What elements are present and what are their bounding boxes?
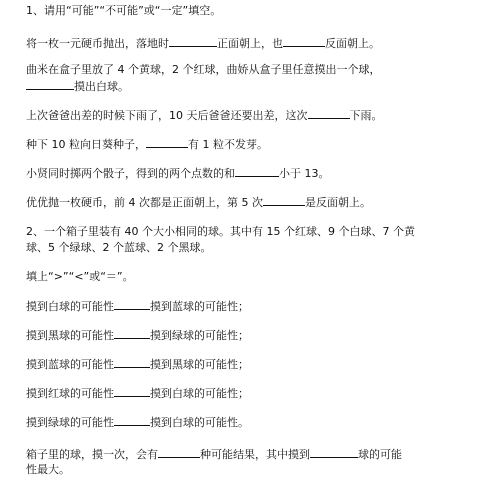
section-1-heading: 1、请用“可能”“不可能”或“一定”填空。	[26, 4, 222, 17]
answer-blank[interactable]	[310, 446, 358, 458]
answer-blank[interactable]	[169, 35, 217, 47]
comparison-left: 摸到红球的可能性	[26, 387, 114, 400]
comparison-row	[26, 298, 249, 314]
question-text: 种可能结果，其中摸到	[200, 448, 310, 461]
question-text: 箱子里的球，摸一次，会有	[26, 448, 158, 461]
comparison-blank[interactable]	[114, 385, 150, 397]
question-dice	[26, 165, 330, 181]
section-2-intro-line2: 球、5 个绿球、2 个蓝球、2 个黑球。	[26, 241, 212, 254]
answer-blank[interactable]	[26, 78, 74, 90]
comparison-left: 摸到白球的可能性	[26, 300, 114, 313]
comparison-right: 摸到白球的可能性。	[150, 416, 249, 429]
answer-blank[interactable]	[308, 107, 350, 119]
answer-blank[interactable]	[263, 194, 305, 206]
comparison-row	[26, 327, 249, 343]
question-text: 球的可能	[358, 448, 402, 461]
comparison-row	[26, 356, 249, 372]
answer-blank[interactable]	[146, 136, 188, 148]
comparison-right: 摸到绿球的可能性；	[150, 329, 249, 342]
comparison-right: 摸到白球的可能性；	[150, 387, 249, 400]
comparison-blank[interactable]	[114, 356, 150, 368]
question-text: 有 1 粒不发芽。	[188, 138, 268, 151]
section-2-intro-line1: 2、一个箱子里装有 40 个大小相同的球。其中有 15 个红球、9 个白球、7 个黄	[26, 225, 415, 238]
comparison-blank[interactable]	[114, 414, 150, 426]
fill-instruction: 填上“>”“<”或“＝”。	[26, 270, 134, 283]
question-ball-box-line1: 曲米在盒子里放了 4 个黄球，2 个红球，曲娇从盒子里任意摸出一个球，	[26, 63, 381, 76]
answer-blank[interactable]	[235, 165, 279, 177]
question-text: 下雨。	[349, 109, 383, 122]
comparison-left: 摸到绿球的可能性	[26, 416, 114, 429]
question-rain	[26, 107, 383, 123]
question-text: 优优抛一枚硬币，前 4 次都是正面朝上，第 5 次	[26, 196, 263, 209]
question-text: 是反面朝上。	[304, 196, 371, 209]
comparison-left: 摸到蓝球的可能性	[26, 358, 114, 371]
question-text: 摸出白球。	[74, 80, 129, 93]
comparison-row	[26, 414, 249, 430]
question-text: 反面朝上。	[325, 37, 380, 50]
comparison-row	[26, 385, 249, 401]
question-coin-toss	[26, 35, 380, 51]
comparison-blank[interactable]	[114, 327, 150, 339]
comparison-left: 摸到黑球的可能性	[26, 329, 114, 342]
question-text: 上次爸爸出差的时候下雨了，10 天后爸爸还要出差，这次	[26, 109, 308, 122]
answer-blank[interactable]	[283, 35, 325, 47]
question-text: 小贤同时掷两个骰子，得到的两个点数的和	[26, 167, 235, 180]
question-coin-fifth-toss	[26, 194, 371, 210]
final-question-line1	[26, 446, 402, 462]
comparison-right: 摸到黑球的可能性；	[150, 358, 249, 371]
answer-blank[interactable]	[158, 446, 200, 458]
question-sunflower-seeds	[26, 136, 268, 152]
comparison-right: 摸到蓝球的可能性；	[150, 300, 249, 313]
question-text: 将一枚一元硬币抛出，落地时	[26, 37, 169, 50]
final-question-line2: 性最大。	[26, 463, 70, 476]
comparison-blank[interactable]	[114, 298, 150, 310]
question-text: 小于 13。	[279, 167, 330, 180]
question-text: 正面朝上，也	[217, 37, 283, 50]
question-ball-box-line2	[26, 78, 129, 94]
question-text: 种下 10 粒向日葵种子，	[26, 138, 146, 151]
